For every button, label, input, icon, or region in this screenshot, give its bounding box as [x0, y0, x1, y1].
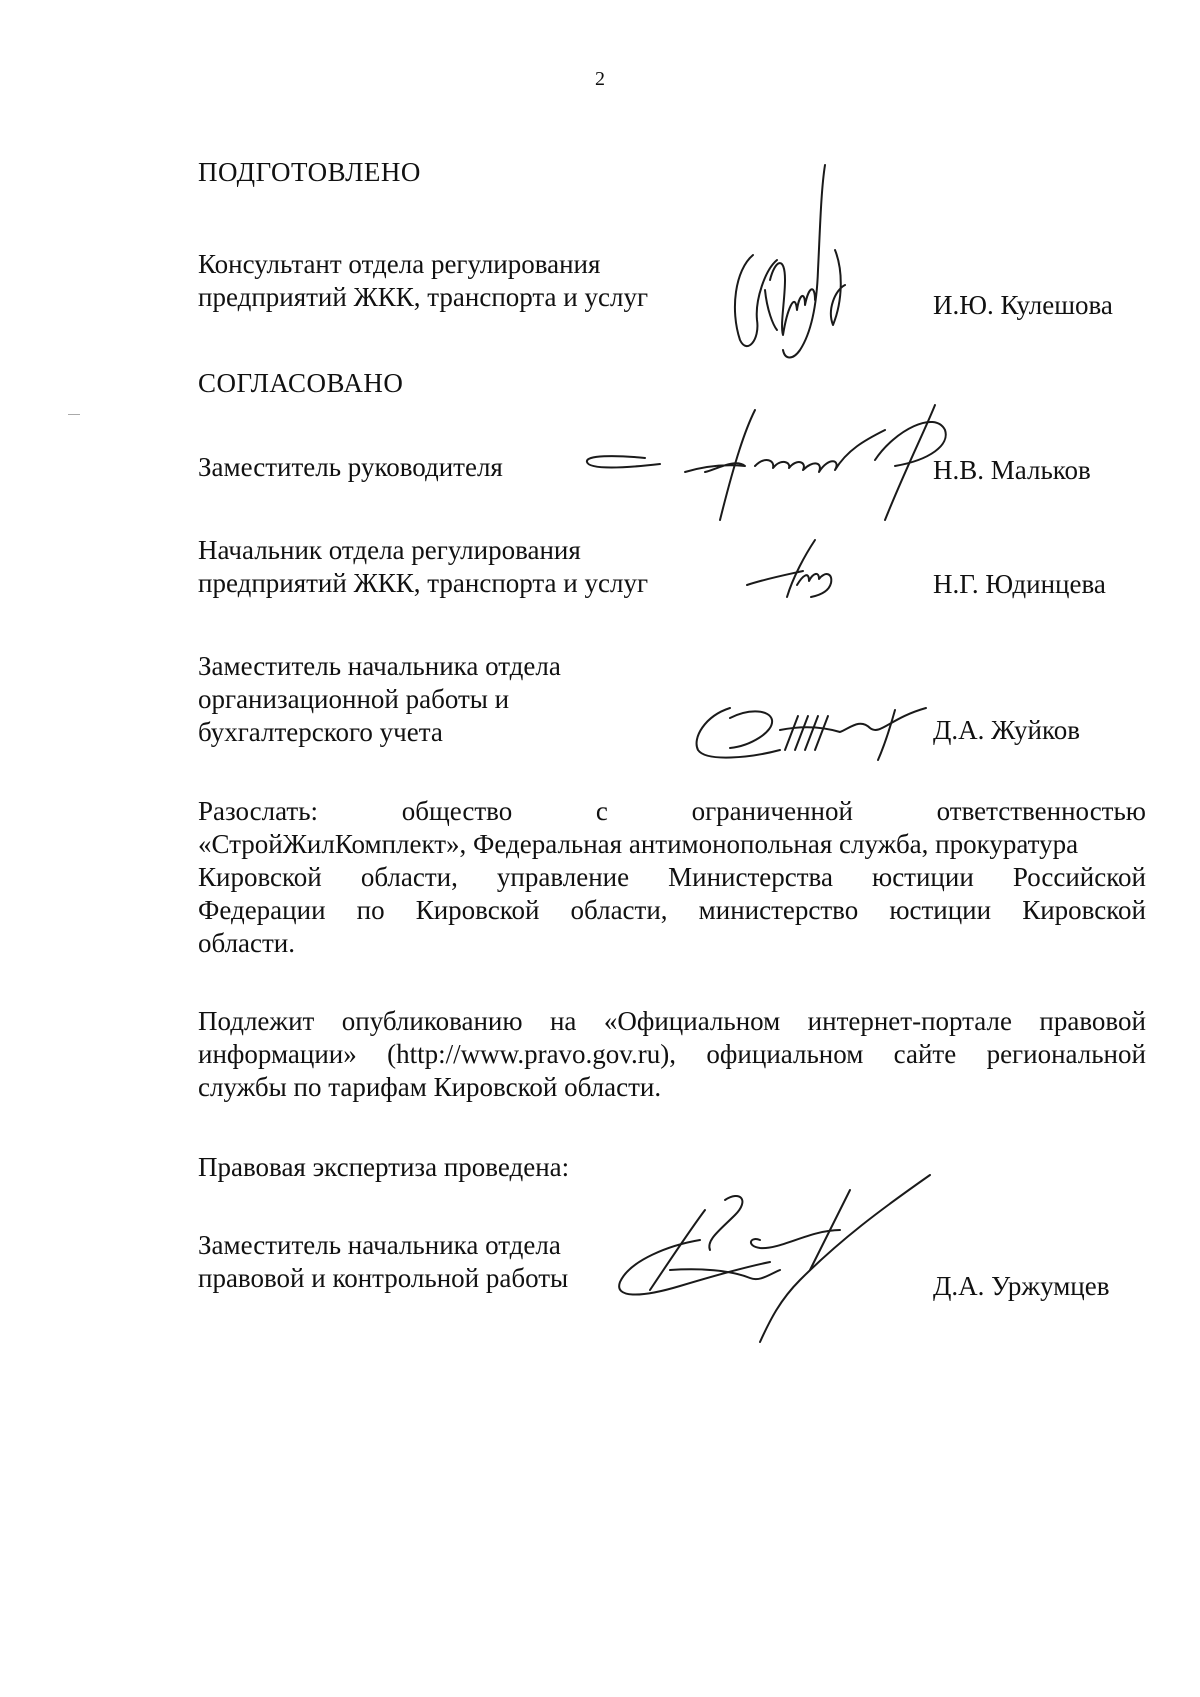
- agreed-heading: СОГЛАСОВАНО: [198, 368, 404, 398]
- prepared-position: [198, 248, 648, 314]
- prepared-name: И.Ю. Кулешова: [933, 290, 1113, 320]
- word: информации»: [198, 1039, 357, 1069]
- text-line: [198, 795, 1146, 828]
- scan-artifact: [68, 414, 80, 415]
- position-line: организационной работы и: [198, 684, 510, 714]
- word: по: [356, 895, 385, 925]
- word: Подлежит: [198, 1006, 315, 1036]
- legal-review-heading: Правовая экспертиза проведена:: [198, 1152, 570, 1182]
- distribution-paragraph: [198, 795, 1146, 960]
- word: Кировской: [198, 862, 322, 892]
- word: «Официальном: [603, 1006, 781, 1036]
- word: Разослать:: [198, 796, 319, 826]
- word: Кировской: [415, 895, 540, 925]
- position-line: правовой и контрольной работы: [198, 1263, 569, 1293]
- position-line: Заместитель начальника отдела: [198, 1230, 561, 1260]
- prepared-heading: ПОДГОТОВЛЕНО: [198, 157, 421, 187]
- word: Кировской: [1022, 895, 1146, 925]
- legal-review-name: Д.А. Уржумцев: [933, 1271, 1110, 1301]
- signatory-name: Н.В. Мальков: [933, 455, 1091, 485]
- page-number: 2: [595, 68, 605, 90]
- legal-review-position: [198, 1229, 568, 1295]
- text-line: «СтройЖилКомплект», Федеральная антимонопольная служба, прокуратура: [198, 829, 1079, 859]
- word: официальном: [706, 1039, 864, 1069]
- text-line: [198, 1038, 1146, 1071]
- publication-paragraph: [198, 1005, 1146, 1104]
- word: правовой: [1039, 1006, 1146, 1036]
- position-line: бухгалтерского учета: [198, 717, 443, 747]
- word: (http://www.pravo.gov.ru),: [387, 1039, 677, 1069]
- position-line: Начальник отдела регулирования: [198, 535, 581, 565]
- word: Министерства: [668, 862, 833, 892]
- word: управление: [496, 862, 630, 892]
- text-line: [198, 1005, 1146, 1038]
- word: Федерации: [198, 895, 326, 925]
- word: с: [595, 796, 608, 826]
- word: ответственностью: [936, 796, 1146, 826]
- word: сайте: [893, 1039, 957, 1069]
- signatory-position: [198, 650, 561, 749]
- signature-kuleshova: [725, 160, 910, 370]
- signature-malkov: [585, 400, 955, 525]
- text-line: [198, 894, 1146, 927]
- signatory-name: Н.Г. Юдинцева: [933, 569, 1106, 599]
- signatory-position: [198, 451, 503, 484]
- word: юстиции: [872, 862, 974, 892]
- signatory-name: Д.А. Жуйков: [933, 715, 1080, 745]
- position-line: Консультант отдела регулирования: [198, 249, 601, 279]
- text-line: [198, 861, 1146, 894]
- position-line: предприятий ЖКК, транспорта и услуг: [198, 282, 649, 312]
- word: области,: [570, 895, 668, 925]
- word: на: [549, 1006, 577, 1036]
- word: Российской: [1012, 862, 1146, 892]
- text-line: области.: [198, 928, 296, 958]
- word: общество: [401, 796, 513, 826]
- position-line: Заместитель руководителя: [198, 452, 503, 482]
- word: региональной: [986, 1039, 1146, 1069]
- position-line: Заместитель начальника отдела: [198, 651, 561, 681]
- word: министерство: [698, 895, 859, 925]
- word: опубликованию: [341, 1006, 523, 1036]
- text-line: службы по тарифам Кировской области.: [198, 1072, 662, 1102]
- word: интернет-портале: [807, 1006, 1012, 1036]
- signature-zhuykov: [690, 688, 930, 768]
- signature-urzhumtsev: [610, 1170, 960, 1345]
- signature-yudintseva: [745, 535, 850, 610]
- word: юстиции: [889, 895, 992, 925]
- signatory-position: [198, 534, 648, 600]
- word: области,: [360, 862, 458, 892]
- word: ограниченной: [691, 796, 853, 826]
- position-line: предприятий ЖКК, транспорта и услуг: [198, 568, 649, 598]
